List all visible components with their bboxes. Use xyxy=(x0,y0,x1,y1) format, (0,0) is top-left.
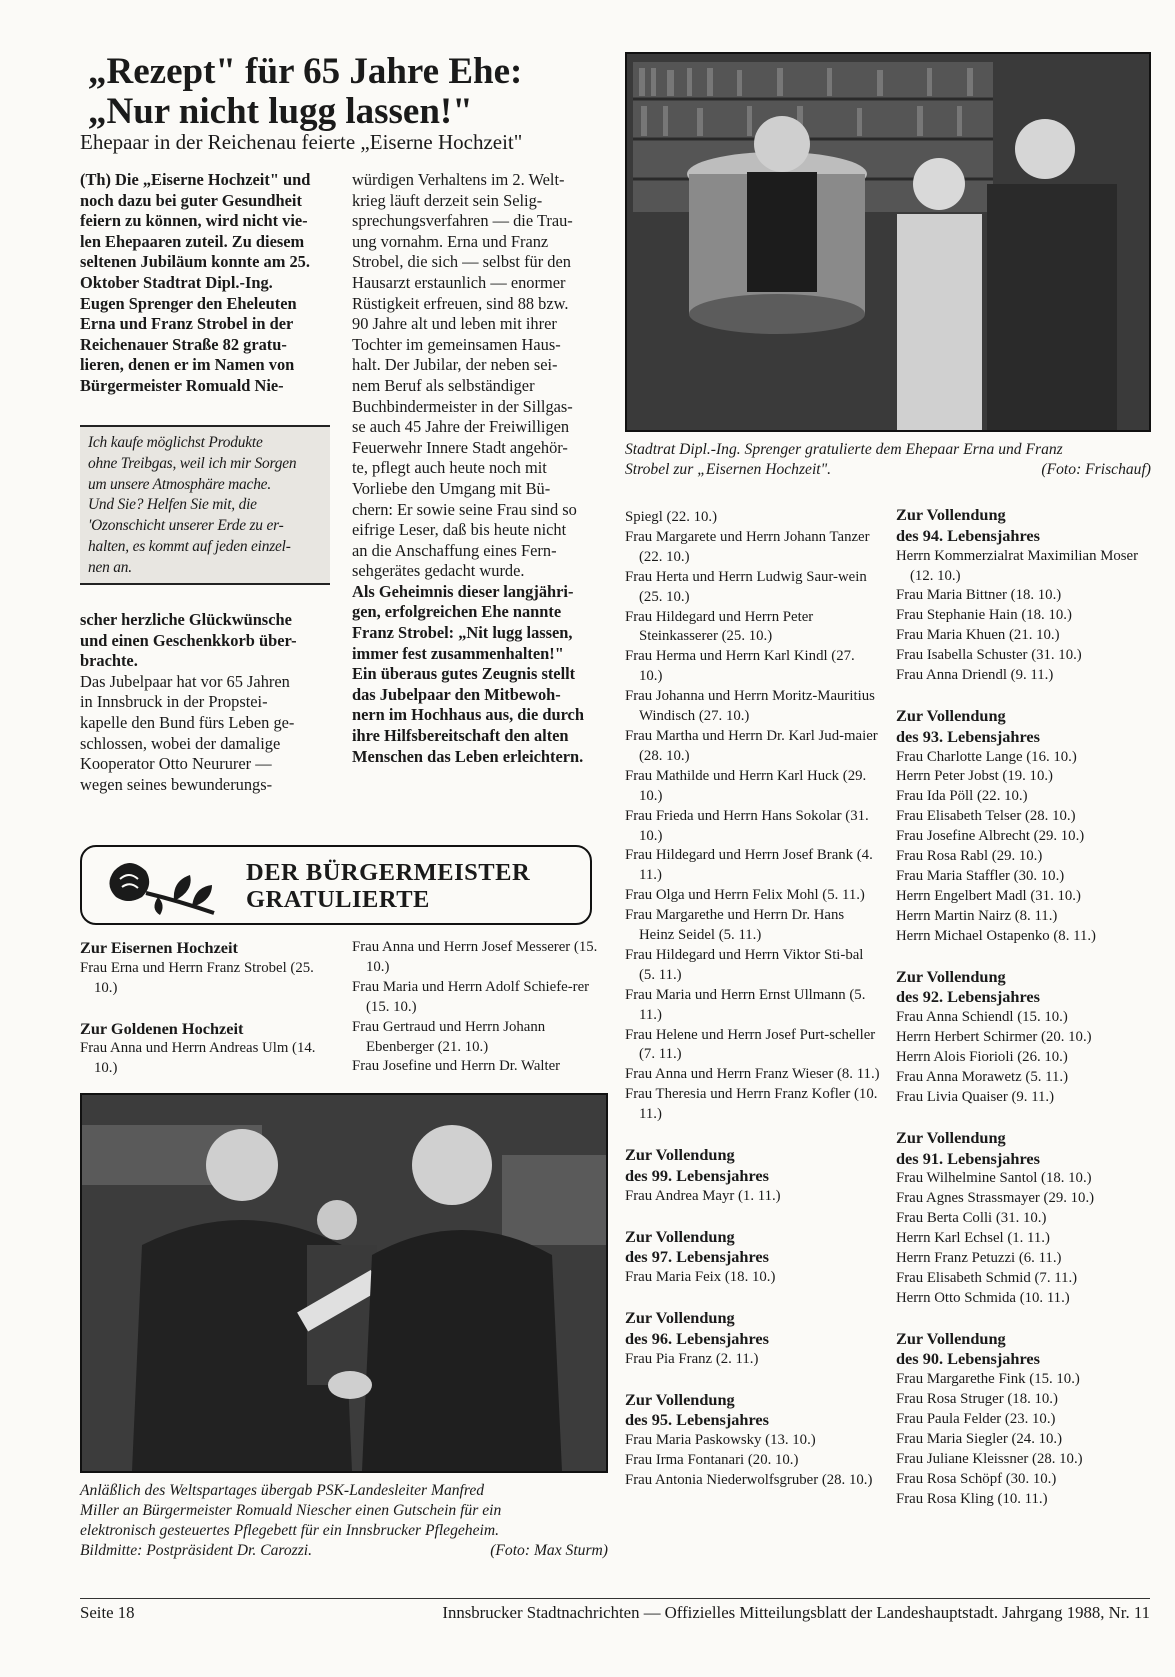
list-item: Herrn Karl Echsel (1. 11.) xyxy=(896,1230,1050,1247)
caption-line: elektronisch gesteuertes Pflegebett für ein Innsbrucker Pflegeheim. xyxy=(80,1522,500,1539)
tip-line: ohne Treibgas, weil ich mir Sorgen xyxy=(88,454,297,472)
article-line: 90 Jahre alt und leben mit ihrer xyxy=(352,314,557,334)
list-item: Frau Margarethe Fink (15. 10.) xyxy=(896,1371,1080,1388)
section-heading: Zur Vollendung xyxy=(896,705,1006,725)
banner-title-line: DER BÜRGERMEISTER xyxy=(246,859,531,886)
list-item: Frau Charlotte Lange (16. 10.) xyxy=(896,748,1077,765)
list-item: Herrn Martin Nairz (8. 11.) xyxy=(896,907,1058,924)
list-item: Spiegl (22. 10.) xyxy=(625,509,718,525)
article-line: Buchbindermeister in der Sillgas- xyxy=(352,396,573,416)
list-item: Frau Margarethe und Herrn Dr. Hans Heinz Seidel (5. 11.) xyxy=(625,907,845,944)
article-line: in Innsbruck in der Propstei- xyxy=(80,692,268,712)
article-line: gen, erfolgreichen Ehe nannte xyxy=(352,602,562,622)
list-item: Herrn Peter Jobst (19. 10.) xyxy=(896,768,1053,785)
section-heading: des 92. Lebensjahres xyxy=(896,987,1040,1007)
list-item: Herrn Franz Petuzzi (6. 11.) xyxy=(896,1249,1062,1266)
article-line: sprechungsverfahren — die Trau- xyxy=(352,211,573,231)
article-line: nern im Hochhaus aus, die durch xyxy=(352,705,584,725)
list-item: Frau Anna und Herrn Franz Wieser (8. 11.) xyxy=(625,1066,880,1083)
caption-line: Miller an Bürgermeister Romuald Niescher einen Gutschein für ein xyxy=(80,1502,502,1519)
congrats-col2 xyxy=(352,938,607,1077)
article-line: Kooperator Otto Neururer — xyxy=(80,754,272,774)
section-heading: des 93. Lebensjahres xyxy=(896,726,1040,746)
article-line: das Jubelpaar den Mitbewoh- xyxy=(352,684,561,704)
article-line: lieren, denen er im Namen von xyxy=(80,355,295,375)
photo-savings-day-image xyxy=(82,1095,606,1471)
section-heading: Zur Vollendung xyxy=(896,1328,1006,1348)
list-item: Frau Theresia und Herrn Franz Kofler (10. 11.) xyxy=(625,1086,878,1123)
list-item: Frau Stephanie Hain (18. 10.) xyxy=(896,607,1072,624)
congrats-col3 xyxy=(625,508,880,1491)
article-col1-lead xyxy=(80,170,330,397)
list-item: Frau Anna und Herrn Josef Messerer (15. 10.) xyxy=(352,939,598,975)
section-heading: des 96. Lebensjahres xyxy=(625,1328,769,1348)
headline-line-2: „Nur nicht lugg lassen!" xyxy=(88,91,473,132)
article-line: und einen Geschenkkorb über- xyxy=(80,630,297,650)
list-item: Frau Anna und Herrn Andreas Ulm (14. 10.) xyxy=(80,1040,316,1077)
article-line: immer fest zusammenhalten!" xyxy=(352,643,564,663)
list-item: Frau Josefine und Herrn Dr. Walter xyxy=(352,1058,561,1075)
article-line: Rüstigkeit erfreuen, sind 88 bzw. xyxy=(352,293,569,313)
article-line: Eugen Sprenger den Eheleuten xyxy=(80,293,297,313)
article-line: ung vornahm. Erna und Franz xyxy=(352,231,549,251)
article-line: seltenen Jubiläum konnte am 25. xyxy=(80,252,310,272)
article-line: Tochter im gemeinsamen Haus- xyxy=(352,334,561,354)
mayor-congratulations-banner xyxy=(80,845,592,925)
article-line: brachte. xyxy=(80,651,138,671)
list-item: Herrn Herbert Schirmer (20. 10.) xyxy=(896,1029,1092,1046)
article-line: se auch 45 Jahre der Freiwilligen xyxy=(352,417,570,437)
list-item: Frau Irma Fontanari (20. 10.) xyxy=(625,1452,799,1469)
list-item: Frau Hildegard und Herrn Viktor Sti-bal (5. 11.) xyxy=(625,946,864,983)
article-line: Hausarzt erstaunlich — enormer xyxy=(352,272,566,292)
section-heading: Zur Eisernen Hochzeit xyxy=(80,938,238,957)
list-item: Frau Maria Staffler (30. 10.) xyxy=(896,867,1065,884)
article-line: halt. Der Jubilar, der neben sei- xyxy=(352,355,558,375)
article-line: Feuerwehr Innere Stadt angehör- xyxy=(352,437,568,457)
caption-line: Strobel zur „Eisernen Hochzeit". xyxy=(625,461,832,478)
list-item: Herrn Otto Schmida (10. 11.) xyxy=(896,1289,1070,1306)
subheadline: Ehepaar in der Reichenau feierte „Eiserne Hochzeit" xyxy=(80,130,523,154)
list-item: Frau Andrea Mayr (1. 11.) xyxy=(625,1187,781,1204)
section-heading: Zur Vollendung xyxy=(896,1127,1006,1147)
list-item: Frau Anna Morawetz (5. 11.) xyxy=(896,1068,1069,1085)
tip-line: halten, es kommt auf jeden einzel- xyxy=(88,537,291,555)
list-item: Frau Isabella Schuster (31. 10.) xyxy=(896,647,1082,664)
caption-line: Bildmitte: Postpräsident Dr. Carozzi. xyxy=(80,1542,313,1559)
article-line: Das Jubelpaar hat vor 65 Jahren xyxy=(80,671,290,691)
list-item: Frau Rosa Kling (10. 11.) xyxy=(896,1490,1048,1507)
list-item: Frau Gertraud und Herrn Johann Ebenberger (21. 10.) xyxy=(352,1018,546,1055)
article-line: wegen seines bewunderungs- xyxy=(80,774,273,794)
section-heading: des 90. Lebensjahres xyxy=(896,1349,1040,1369)
article-line: eifrige Leser, daß bis heute nicht xyxy=(352,520,567,540)
article-line: nem Beruf als selbständiger xyxy=(352,375,535,395)
section-heading: des 99. Lebensjahres xyxy=(625,1165,769,1185)
section-heading: Zur Goldenen Hochzeit xyxy=(80,1018,244,1038)
section-heading: des 94. Lebensjahres xyxy=(896,525,1040,545)
list-item: Frau Maria Feix (18. 10.) xyxy=(625,1269,776,1286)
list-item: Frau Hildegard und Herrn Josef Brank (4. 11.) xyxy=(625,847,873,884)
article-line: an die Anschaffung eines Fern- xyxy=(352,540,557,560)
list-item: Frau Herta und Herrn Ludwig Saur-wein (25. 10.) xyxy=(625,568,867,605)
section-heading: Zur Vollendung xyxy=(896,966,1006,986)
article-line: Als Geheimnis dieser langjähri- xyxy=(352,581,574,601)
article-line: krieg läuft derzeit sein Selig- xyxy=(352,190,543,210)
photo-credit: (Foto: Frischauf) xyxy=(1041,461,1151,478)
photo-anniversary xyxy=(625,52,1151,432)
list-item: Frau Mathilde und Herrn Karl Huck (29. 10.) xyxy=(625,767,867,804)
article-line: feiern zu können, wird nicht vie- xyxy=(80,211,308,231)
list-item: Frau Juliane Kleissner (28. 10.) xyxy=(896,1450,1083,1467)
article-line: Ein überaus gutes Zeugnis stellt xyxy=(352,664,576,684)
tip-line: Ich kaufe möglichst Produkte xyxy=(88,434,263,451)
article-line: noch dazu bei guter Gesundheit xyxy=(80,190,302,210)
list-item: Frau Maria und Herrn Ernst Ullmann (5. 11.) xyxy=(625,986,866,1023)
article-line: Reichenauer Straße 82 gratu- xyxy=(80,334,287,354)
list-item: Frau Rosa Rabl (29. 10.) xyxy=(896,848,1043,865)
photo-savings-day xyxy=(80,1093,608,1473)
list-item: Frau Maria Siegler (24. 10.) xyxy=(896,1430,1063,1447)
article-line: Oktober Stadtrat Dipl.-Ing. xyxy=(80,272,273,292)
list-item: Frau Olga und Herrn Felix Mohl (5. 11.) xyxy=(625,887,865,904)
list-item: Frau Antonia Niederwolfsgruber (28. 10.) xyxy=(625,1472,873,1488)
article-line: schlossen, wobei der damalige xyxy=(80,733,281,753)
article-line: sehgerätes gedacht wurde. xyxy=(352,561,525,581)
article-line: Erna und Franz Strobel in der xyxy=(80,314,294,334)
list-item: Frau Martha und Herrn Dr. Karl Jud-maier (28. 10.) xyxy=(625,727,878,764)
list-item: Frau Johanna und Herrn Moritz-Mauritius Windisch (27. 10.) xyxy=(625,688,875,725)
article-line: scher herzliche Glückwünsche xyxy=(80,610,292,629)
section-heading: des 97. Lebensjahres xyxy=(625,1247,769,1267)
banner-title-line: GRATULIERTE xyxy=(246,886,430,913)
list-item: Frau Maria Bittner (18. 10.) xyxy=(896,587,1062,604)
environment-tip-box xyxy=(80,425,330,585)
list-item: Frau Rosa Schöpf (30. 10.) xyxy=(896,1470,1057,1487)
list-item: Frau Elisabeth Telser (28. 10.) xyxy=(896,808,1076,825)
article-line: chern: Er sowie seine Frau sind so xyxy=(352,499,577,519)
article-line: Franz Strobel: „Nit lugg lassen, xyxy=(352,623,573,643)
list-item: Frau Paula Felder (23. 10.) xyxy=(896,1411,1056,1428)
list-item: Frau Helene und Herrn Josef Purt-scheller (7. 11.) xyxy=(625,1026,876,1063)
list-item: Frau Agnes Strassmayer (29. 10.) xyxy=(896,1190,1095,1207)
photo-savings-day-caption xyxy=(80,1481,608,1561)
list-item: Frau Herma und Herrn Karl Kindl (27. 10.) xyxy=(625,648,855,685)
section-heading: Zur Vollendung xyxy=(896,505,1006,524)
tip-line: 'Ozonschicht unserer Erde zu er- xyxy=(88,517,284,535)
headline-line-1: „Rezept" für 65 Jahre Ehe: xyxy=(88,51,523,92)
section-heading: Zur Vollendung xyxy=(625,1308,735,1328)
list-item: Herrn Kommerzialrat Maximilian Moser (12. 10.) xyxy=(896,547,1139,584)
article-line: Vorliebe den Umgang mit Bü- xyxy=(352,478,551,498)
article-line: Bürgermeister Romuald Nie- xyxy=(80,375,284,395)
page-footer xyxy=(80,1598,1150,1624)
article-col1-continued xyxy=(80,610,330,795)
caption-line: Anläßlich des Weltspartages übergab PSK-Landesleiter Manfred xyxy=(80,1482,485,1499)
headline xyxy=(88,52,608,132)
list-item: Frau Maria und Herrn Adolf Schiefe-rer (15. 10.) xyxy=(352,978,590,1015)
list-item: Frau Maria Khuen (21. 10.) xyxy=(896,627,1060,644)
page-number: Seite 18 xyxy=(80,1603,135,1622)
article-col2 xyxy=(352,170,608,767)
list-item: Herrn Alois Fiorioli (26. 10.) xyxy=(896,1049,1068,1065)
section-heading: des 91. Lebensjahres xyxy=(896,1148,1040,1168)
list-item: Herrn Engelbert Madl (31. 10.) xyxy=(896,887,1081,904)
list-item: Frau Margarete und Herrn Johann Tanzer (22. 10.) xyxy=(625,528,870,565)
article-line: Menschen das Leben erleichtern. xyxy=(352,746,584,766)
article-line: ihre Hilfsbereitschaft den alten xyxy=(352,726,569,746)
section-heading: Zur Vollendung xyxy=(625,1226,735,1246)
tip-line: nen an. xyxy=(88,558,132,576)
article-line: kapelle den Bund fürs Leben ge- xyxy=(80,712,295,732)
section-heading: Zur Vollendung xyxy=(625,1145,735,1165)
list-item: Frau Maria Paskowsky (13. 10.) xyxy=(625,1432,816,1449)
list-item: Frau Elisabeth Schmid (7. 11.) xyxy=(896,1269,1078,1286)
list-item: Frau Anna Driendl (9. 11.) xyxy=(896,667,1054,684)
rose-icon xyxy=(94,853,229,919)
list-item: Frau Anna Schiendl (15. 10.) xyxy=(896,1009,1068,1026)
list-item: Frau Livia Quaiser (9. 11.) xyxy=(896,1088,1055,1105)
tip-line: Und Sie? Helfen Sie mit, die xyxy=(88,496,257,514)
list-item: Herrn Michael Ostapenko (8. 11.) xyxy=(896,927,1096,944)
list-item: Frau Hildegard und Herrn Peter Steinkasserer (25. 10.) xyxy=(625,608,814,645)
article-line: Strobel, die sich — selbst für den xyxy=(352,252,571,272)
list-item: Frau Erna und Herrn Franz Strobel (25. 10.) xyxy=(80,959,314,996)
article-line: len Ehepaaren zuteil. Zu diesem xyxy=(80,231,305,251)
article-line: te, pflegt auch heute noch mit xyxy=(352,458,547,478)
list-item: Frau Pia Franz (2. 11.) xyxy=(625,1350,759,1367)
list-item: Frau Ida Pöll (22. 10.) xyxy=(896,788,1028,805)
article-line: würdigen Verhaltens im 2. Welt- xyxy=(352,170,565,189)
publication-info: Innsbrucker Stadtnachrichten — Offizielles Mitteilungsblatt der Landeshauptstadt. Jahrgang 1988, Nr. 11 xyxy=(442,1603,1150,1622)
photo-anniversary-image xyxy=(627,54,1149,430)
banner-title xyxy=(246,859,530,913)
congrats-col1 xyxy=(80,938,335,1079)
caption-line: Stadtrat Dipl.-Ing. Sprenger gratulierte dem Ehepaar Erna und Franz xyxy=(625,441,1063,458)
congrats-col4 xyxy=(896,505,1151,1510)
tip-line: um unsere Atmosphäre mache. xyxy=(88,475,271,493)
list-item: Frau Berta Colli (31. 10.) xyxy=(896,1210,1047,1227)
section-heading: des 95. Lebensjahres xyxy=(625,1410,769,1430)
section-heading: Zur Vollendung xyxy=(625,1389,735,1409)
list-item: Frau Josefine Albrecht (29. 10.) xyxy=(896,828,1085,845)
photo-anniversary-caption xyxy=(625,440,1151,480)
list-item: Frau Wilhelmine Santol (18. 10.) xyxy=(896,1170,1092,1187)
list-item: Frau Frieda und Herrn Hans Sokolar (31. 10.) xyxy=(625,807,869,844)
list-item: Frau Rosa Struger (18. 10.) xyxy=(896,1391,1058,1408)
photo-credit: (Foto: Max Sturm) xyxy=(490,1542,608,1559)
article-line: (Th) Die „Eiserne Hochzeit" und xyxy=(80,170,311,189)
